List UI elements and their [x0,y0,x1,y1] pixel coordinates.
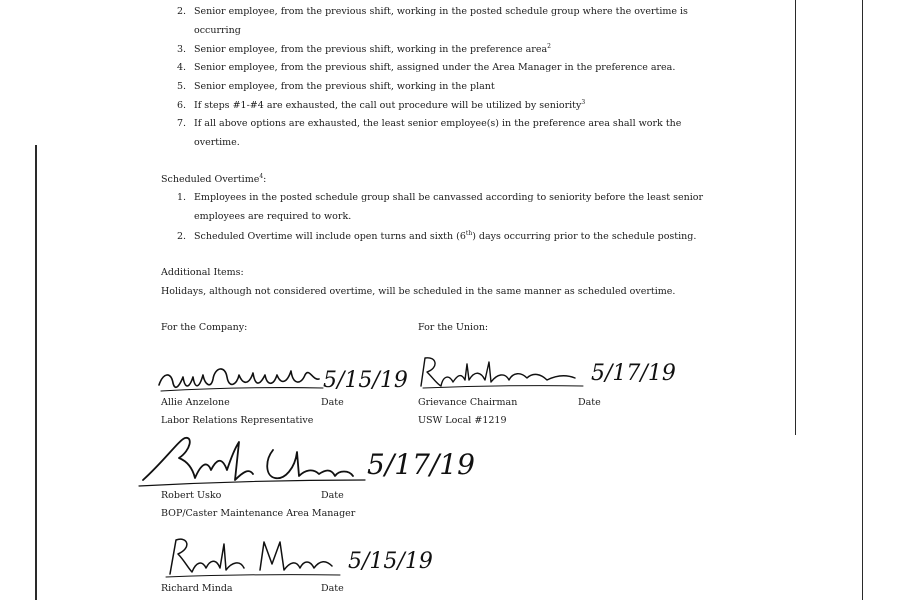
section-heading-additional-items: Additional Items: [161,267,244,278]
signature-stroke [170,539,332,574]
signer-name: Allie Anzelone [161,397,230,408]
date-label: Date [321,490,344,501]
date-label: Date [321,397,344,408]
list-item-continuation: occurring [194,25,241,36]
signature-robert-usko [135,430,475,490]
signer-title: USW Local #1219 [418,415,507,426]
union-signatures-heading: For the Union: [418,322,489,333]
handwritten-date: 5/15/19 [323,368,408,393]
signer-name: Richard Minda [161,583,233,594]
signature-underline [139,480,365,486]
signature-stroke [421,358,575,386]
footnote-marker: 2 [547,43,551,50]
scan-edge-line-far-right [862,0,863,600]
additional-items-text: Holidays, although not considered overtime, will be scheduled in the same manner as scheduled overtime. [161,286,676,297]
signature-richard-minda [160,530,433,582]
signer-name: Grievance Chairman [418,397,518,408]
signature-underline [166,575,340,577]
company-signatures-heading: For the Company: [161,322,248,333]
list-item: 6. If steps #1-#4 are exhausted, the call out procedure will be utilized by seniority$^3$ [177,99,586,112]
list-item-continuation: overtime. [194,137,240,148]
date-label: Date [321,583,344,594]
list-item: 5. Senior employee, from the previous shift, working in the plant [177,81,495,92]
list-item: 3. Senior employee, from the previous shift, working in the preference area$^2$ [177,43,551,56]
signature-stroke [143,438,353,480]
scan-edge-line-right [795,0,796,435]
handwritten-date: 5/17/19 [591,361,676,386]
signer-name: Robert Usko [161,490,222,501]
signer-title: Labor Relations Representative [161,415,314,426]
list-item: 7. If all above options are exhausted, the least senior employee(s) in the preference area shall work the [177,118,682,129]
section-heading-scheduled-overtime: Scheduled Overtime$^4$: [161,173,267,186]
list-item: 2. Scheduled Overtime will include open turns and sixth (6th) days occurring prior to the schedule posting. [177,230,697,243]
footnote-marker: 3 [581,99,586,106]
signature-underline [423,386,583,388]
scan-edge-line-left [35,145,37,600]
signature-stroke [159,369,319,387]
signature-union [415,350,675,395]
handwritten-date: 5/17/19 [367,448,475,481]
signature-allie-anzelone [155,355,408,400]
signature-underline [161,388,323,391]
list-item: 2. Senior employee, from the previous shift, working in the posted schedule group where the overtime is [177,6,688,17]
list-item: 1. Employees in the posted schedule group shall be canvassed according to seniority before the least senior [177,192,703,203]
list-item-continuation: employees are required to work. [194,211,352,222]
superscript: th [465,230,473,237]
date-label: Date [578,397,601,408]
handwritten-date: 5/15/19 [348,549,433,574]
signer-title: BOP/Caster Maintenance Area Manager [161,508,356,519]
footnote-marker: 4 [259,173,264,180]
list-item: 4. Senior employee, from the previous shift, assigned under the Area Manager in the preference area. [177,62,676,73]
